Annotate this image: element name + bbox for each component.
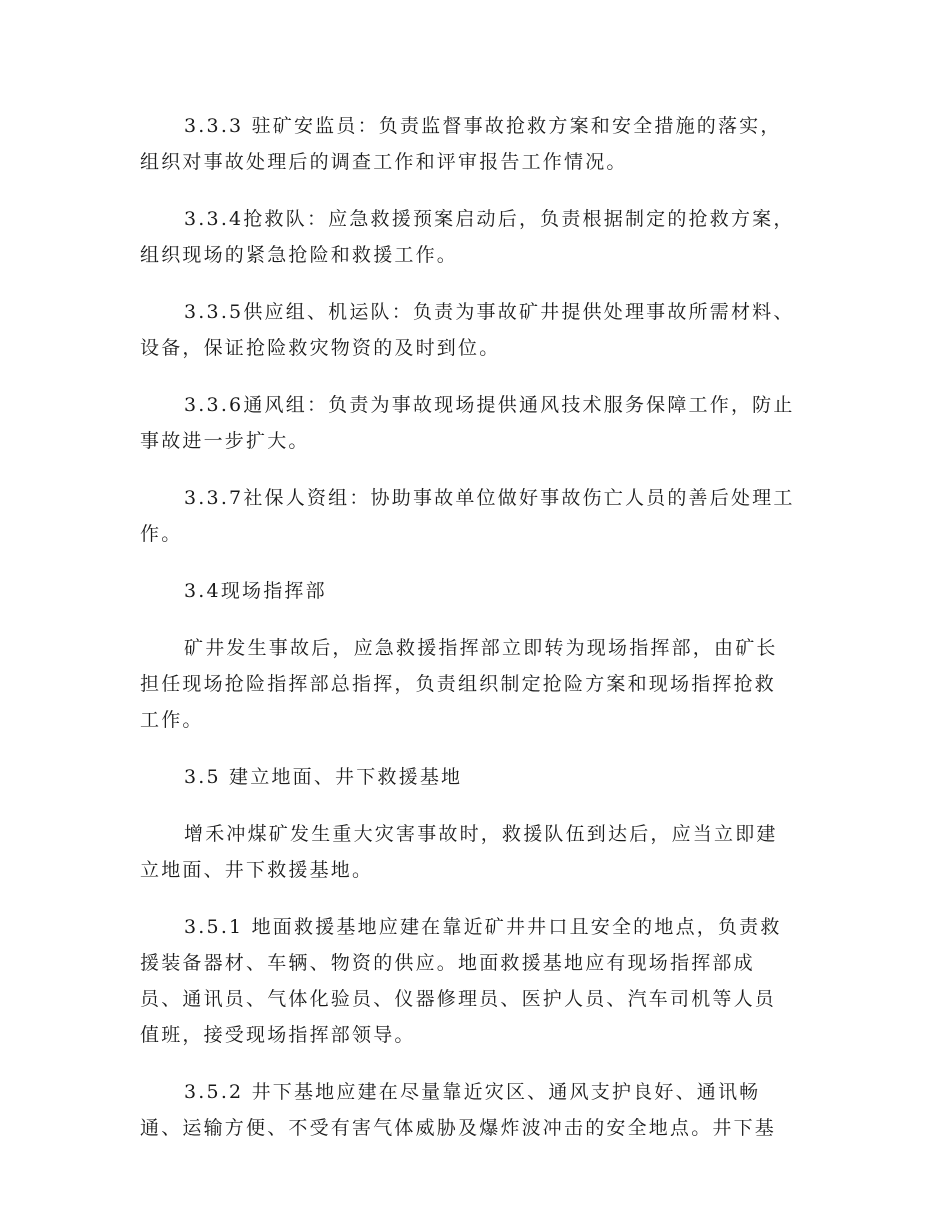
text-line: 设备，保证抢险救灾物资的及时到位。	[140, 337, 501, 359]
paragraph-3-3-5	[140, 294, 812, 366]
text-line: 3.5.1 地面救援基地应建在靠近矿井井口且安全的地点，负责救	[184, 916, 782, 938]
text-line: 组织对事故处理后的调查工作和评审报告工作情况。	[140, 151, 628, 173]
text-line: 增禾冲煤矿发生重大灾害事故时，救援队伍到达后，应当立即建	[184, 823, 778, 845]
document-body	[140, 108, 812, 1167]
text-line: 3.3.7社保人资组：协助事故单位做好事故伤亡人员的善后处理工	[184, 487, 795, 509]
text-line: 组织现场的紧急抢险和救援工作。	[140, 244, 459, 266]
text-line: 矿井发生事故后，应急救援指挥部立即转为现场指挥部，由矿长	[184, 637, 778, 659]
text-line: 工作。	[140, 709, 204, 731]
paragraph-rescue-base-intro	[140, 816, 812, 888]
paragraph-3-5-1	[140, 909, 812, 1053]
heading-line: 3.4现场指挥部	[184, 580, 327, 602]
paragraph-3-3-6	[140, 387, 812, 459]
paragraph-field-command	[140, 630, 812, 738]
paragraph-3-3-4	[140, 201, 812, 273]
section-heading-3-4	[140, 573, 812, 609]
text-line: 员、通讯员、气体化验员、仪器修理员、医护人员、汽车司机等人员	[140, 988, 777, 1010]
text-line: 3.3.6通风组：负责为事故现场提供通风技术服务保障工作，防止	[184, 394, 795, 416]
text-line: 事故进一步扩大。	[140, 430, 310, 452]
paragraph-3-5-2	[140, 1074, 812, 1146]
text-line: 通、运输方便、不受有害气体威胁及爆炸波冲击的安全地点。井下基	[140, 1117, 777, 1139]
text-line: 值班，接受现场指挥部领导。	[140, 1024, 416, 1046]
text-line: 3.3.4抢救队：应急救援预案启动后，负责根据制定的抢救方案，	[184, 208, 795, 230]
text-line: 立地面、井下救援基地。	[140, 859, 374, 881]
text-line: 3.3.3 驻矿安监员：负责监督事故抢救方案和安全措施的落实，	[184, 115, 782, 137]
text-line: 3.5.2 井下基地应建在尽量靠近灾区、通风支护良好、通讯畅	[184, 1081, 761, 1103]
heading-line: 3.5 建立地面、井下救援基地	[184, 766, 463, 788]
section-heading-3-5	[140, 759, 812, 795]
text-line: 3.3.5供应组、机运队：负责为事故矿井提供处理事故所需材料、	[184, 301, 795, 323]
text-line: 援装备器材、车辆、物资的供应。地面救援基地应有现场指挥部成	[140, 952, 755, 974]
paragraph-3-3-7	[140, 480, 812, 552]
paragraph-3-3-3	[140, 108, 812, 180]
text-line: 担任现场抢险指挥部总指挥，负责组织制定抢险方案和现场指挥抢救	[140, 673, 777, 695]
text-line: 作。	[140, 523, 183, 545]
